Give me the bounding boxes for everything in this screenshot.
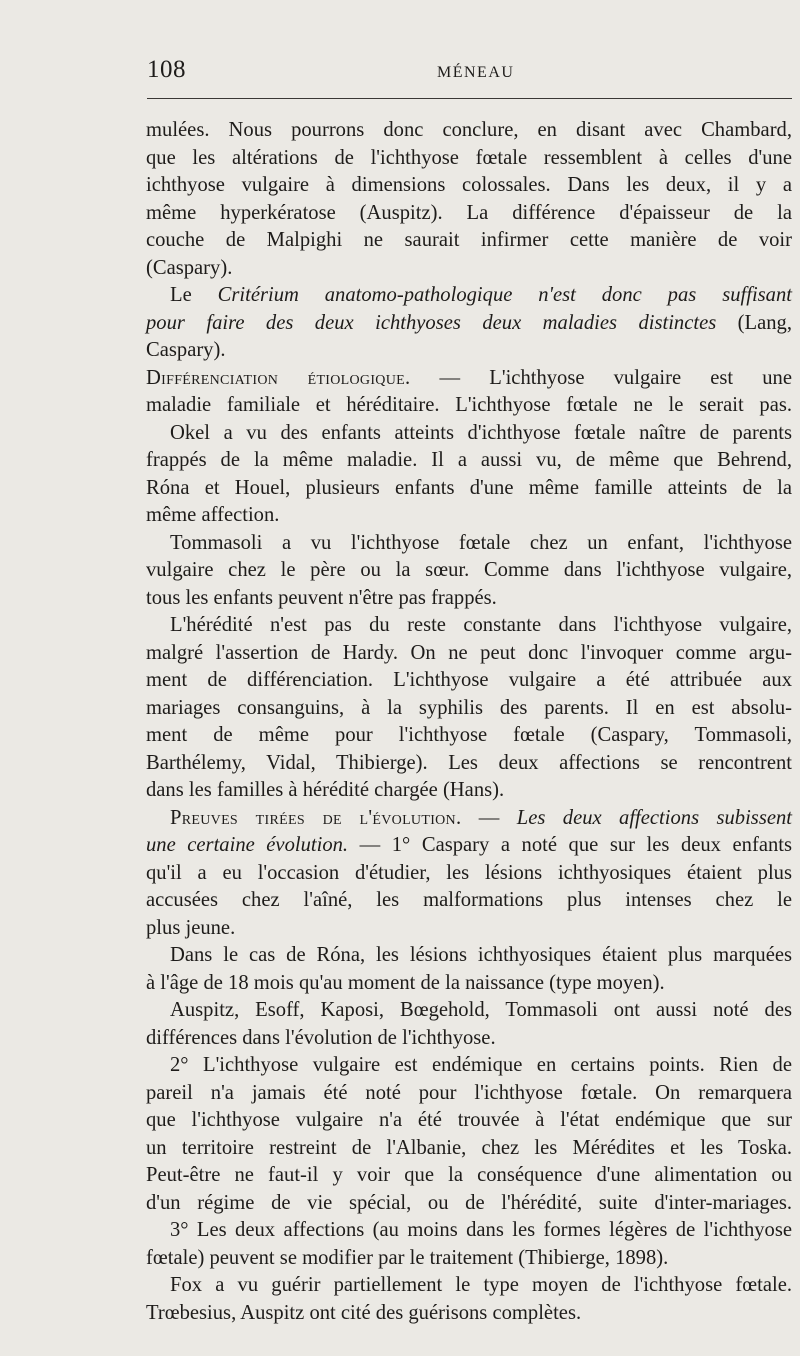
page-number: 108 <box>147 56 186 83</box>
text-run: 2° L'ichthyose vulgaire est endémique en certains points. Rien de <box>170 1054 792 1076</box>
text-run: — L'ichthyose vulgaire est une <box>410 366 792 389</box>
text-line <box>146 805 792 833</box>
text-run: malgré l'assertion de Hardy. On ne peut donc l'invoquer comme argu- <box>146 641 792 664</box>
text-line <box>146 447 792 475</box>
text-line <box>146 1245 792 1273</box>
text-run: ichthyose vulgaire à dimensions colossales. Dans les deux, il y a <box>146 174 792 196</box>
text-line <box>146 915 792 943</box>
text-line <box>146 502 792 530</box>
text-run: Différenciation étiologique. <box>146 366 411 389</box>
text-run: différences dans l'évolution de l'ichthyose. <box>146 1026 496 1049</box>
text-line <box>146 1052 792 1080</box>
text-run: dans les familles à hérédité chargée (Hans). <box>146 779 505 801</box>
text-run: qu'il a eu l'occasion d'étudier, les lésions ichthyosiques étaient plus <box>146 861 792 884</box>
text-run: même hyperkératose (Auspitz). La différence d'épaisseur de la <box>146 201 792 224</box>
text-run: Le <box>170 284 218 306</box>
text-run: L'hérédité n'est pas du reste constante dans l'ichthyose vulgaire, <box>170 614 792 636</box>
text-run: accusées chez l'aîné, les malformations plus intenses chez le <box>146 889 792 911</box>
text-line <box>146 1217 792 1245</box>
text-run: Trœbesius, Auspitz ont cité des guérisons complètes. <box>146 1301 582 1324</box>
text-run: Róna et Houel, plusieurs enfants d'une même famille atteints de la <box>146 476 792 499</box>
text-line <box>146 887 792 915</box>
text-run: plus jeune. <box>146 916 236 939</box>
text-run: une certaine évolution. <box>146 834 349 856</box>
text-run: mulées. Nous pourrons donc conclure, en disant avec Chambard, <box>146 119 792 141</box>
text-run: Les deux affections subissent <box>516 806 792 829</box>
text-line <box>146 860 792 888</box>
text-line <box>146 722 792 750</box>
text-run: ment de même pour l'ichthyose fœtale (Caspary, Tommasoli, <box>146 724 792 746</box>
text-run: Dans le cas de Róna, les lésions ichthyosiques étaient plus marquées <box>170 944 792 966</box>
text-line <box>146 777 792 805</box>
text-run: 3° Les deux affections (au moins dans les formes légères de l'ichthyose <box>170 1219 792 1241</box>
text-line <box>146 832 792 860</box>
text-run: tous les enfants peuvent n'être pas frappés. <box>146 586 497 609</box>
text-line <box>146 282 792 310</box>
text-run: Barthélemy, Vidal, Thibierge). Les deux affections se rencontrent <box>146 751 792 774</box>
text-run: même affection. <box>146 504 280 526</box>
text-line <box>146 557 792 585</box>
text-line <box>146 1300 792 1328</box>
text-line <box>146 640 792 668</box>
text-run: Preuves tirées de l'évolution. <box>170 806 462 829</box>
text-line <box>146 1162 792 1190</box>
text-line <box>146 365 792 393</box>
text-run: maladie familiale et héréditaire. L'ichthyose fœtale ne le serait pas. <box>146 394 792 416</box>
text-run: couche de Malpighi ne saurait infirmer cette manière de voir <box>146 229 792 251</box>
text-line <box>146 612 792 640</box>
text-run: fœtale) peuvent se modifier par le traitement (Thibierge, 1898). <box>146 1246 669 1269</box>
text-run: mariages consanguins, à la syphilis des parents. Il en est absolu- <box>146 696 792 719</box>
text-line <box>146 475 792 503</box>
text-run: Auspitz, Esoff, Kaposi, Bœgehold, Tommasoli ont aussi noté des <box>170 999 792 1021</box>
running-head: MÉNEAU <box>437 64 515 81</box>
text-line <box>146 942 792 970</box>
text-run: à l'âge de 18 mois qu'au moment de la naissance (type moyen). <box>146 971 665 994</box>
text-run: Critérium anatomo-pathologique n'est donc pas suffisant <box>217 284 792 306</box>
text-run: d'un régime de vie spécial, ou de l'hérédité, suite d'inter-mariages. <box>146 1191 792 1214</box>
text-line <box>146 200 792 228</box>
text-line <box>146 750 792 778</box>
text-line <box>146 420 792 448</box>
text-run: — 1° Caspary a noté que sur les deux enfants <box>348 834 792 856</box>
text-line <box>146 1080 792 1108</box>
text-line <box>146 117 792 145</box>
text-line <box>146 1107 792 1135</box>
text-line <box>146 530 792 558</box>
text-run: Fox a vu guérir partiellement le type moyen de l'ichthyose fœtale. <box>170 1274 792 1296</box>
text-line <box>146 997 792 1025</box>
text-line <box>146 695 792 723</box>
text-run: pour faire des deux ichthyoses deux maladies distinctes <box>146 311 717 334</box>
text-run: Caspary). <box>146 339 226 361</box>
text-line <box>146 172 792 200</box>
text-line <box>146 145 792 173</box>
text-line <box>146 970 792 998</box>
text-line <box>146 255 792 283</box>
header-rule <box>147 98 792 99</box>
body-text <box>146 117 792 1327</box>
text-line <box>146 1272 792 1300</box>
text-line <box>146 585 792 613</box>
text-line <box>146 1025 792 1053</box>
text-line <box>146 392 792 420</box>
text-run: Tommasoli a vu l'ichthyose fœtale chez un enfant, l'ichthyose <box>170 531 792 554</box>
text-run: frappés de la même maladie. Il a aussi vu, de même que Behrend, <box>146 449 792 471</box>
text-run: Peut-être ne faut-il y voir que la conséquence d'une alimentation ou <box>146 1164 792 1186</box>
text-run: que les altérations de l'ichthyose fœtale ressemblent à celles d'une <box>146 146 792 169</box>
text-line <box>146 227 792 255</box>
text-run: que l'ichthyose vulgaire n'a été trouvée à l'état endémique que sur <box>146 1109 792 1131</box>
text-run: — <box>461 806 517 829</box>
text-run: (Caspary). <box>146 256 233 279</box>
page-header <box>147 56 792 96</box>
text-run: Okel a vu des enfants atteints d'ichthyose fœtale naître de parents <box>170 421 792 444</box>
text-run: pareil n'a jamais été noté pour l'ichthyose fœtale. On remarquera <box>146 1081 792 1104</box>
text-run: ment de différenciation. L'ichthyose vulgaire a été attribuée aux <box>146 669 792 691</box>
text-run: (Lang, <box>716 311 792 334</box>
text-run: un territoire restreint de l'Albanie, chez les Mérédites et les Toska. <box>146 1136 792 1159</box>
text-line <box>146 310 792 338</box>
text-line <box>146 1135 792 1163</box>
text-line <box>146 1190 792 1218</box>
text-run: vulgaire chez le père ou la sœur. Comme dans l'ichthyose vulgaire, <box>146 559 792 581</box>
text-line <box>146 337 792 365</box>
text-line <box>146 667 792 695</box>
